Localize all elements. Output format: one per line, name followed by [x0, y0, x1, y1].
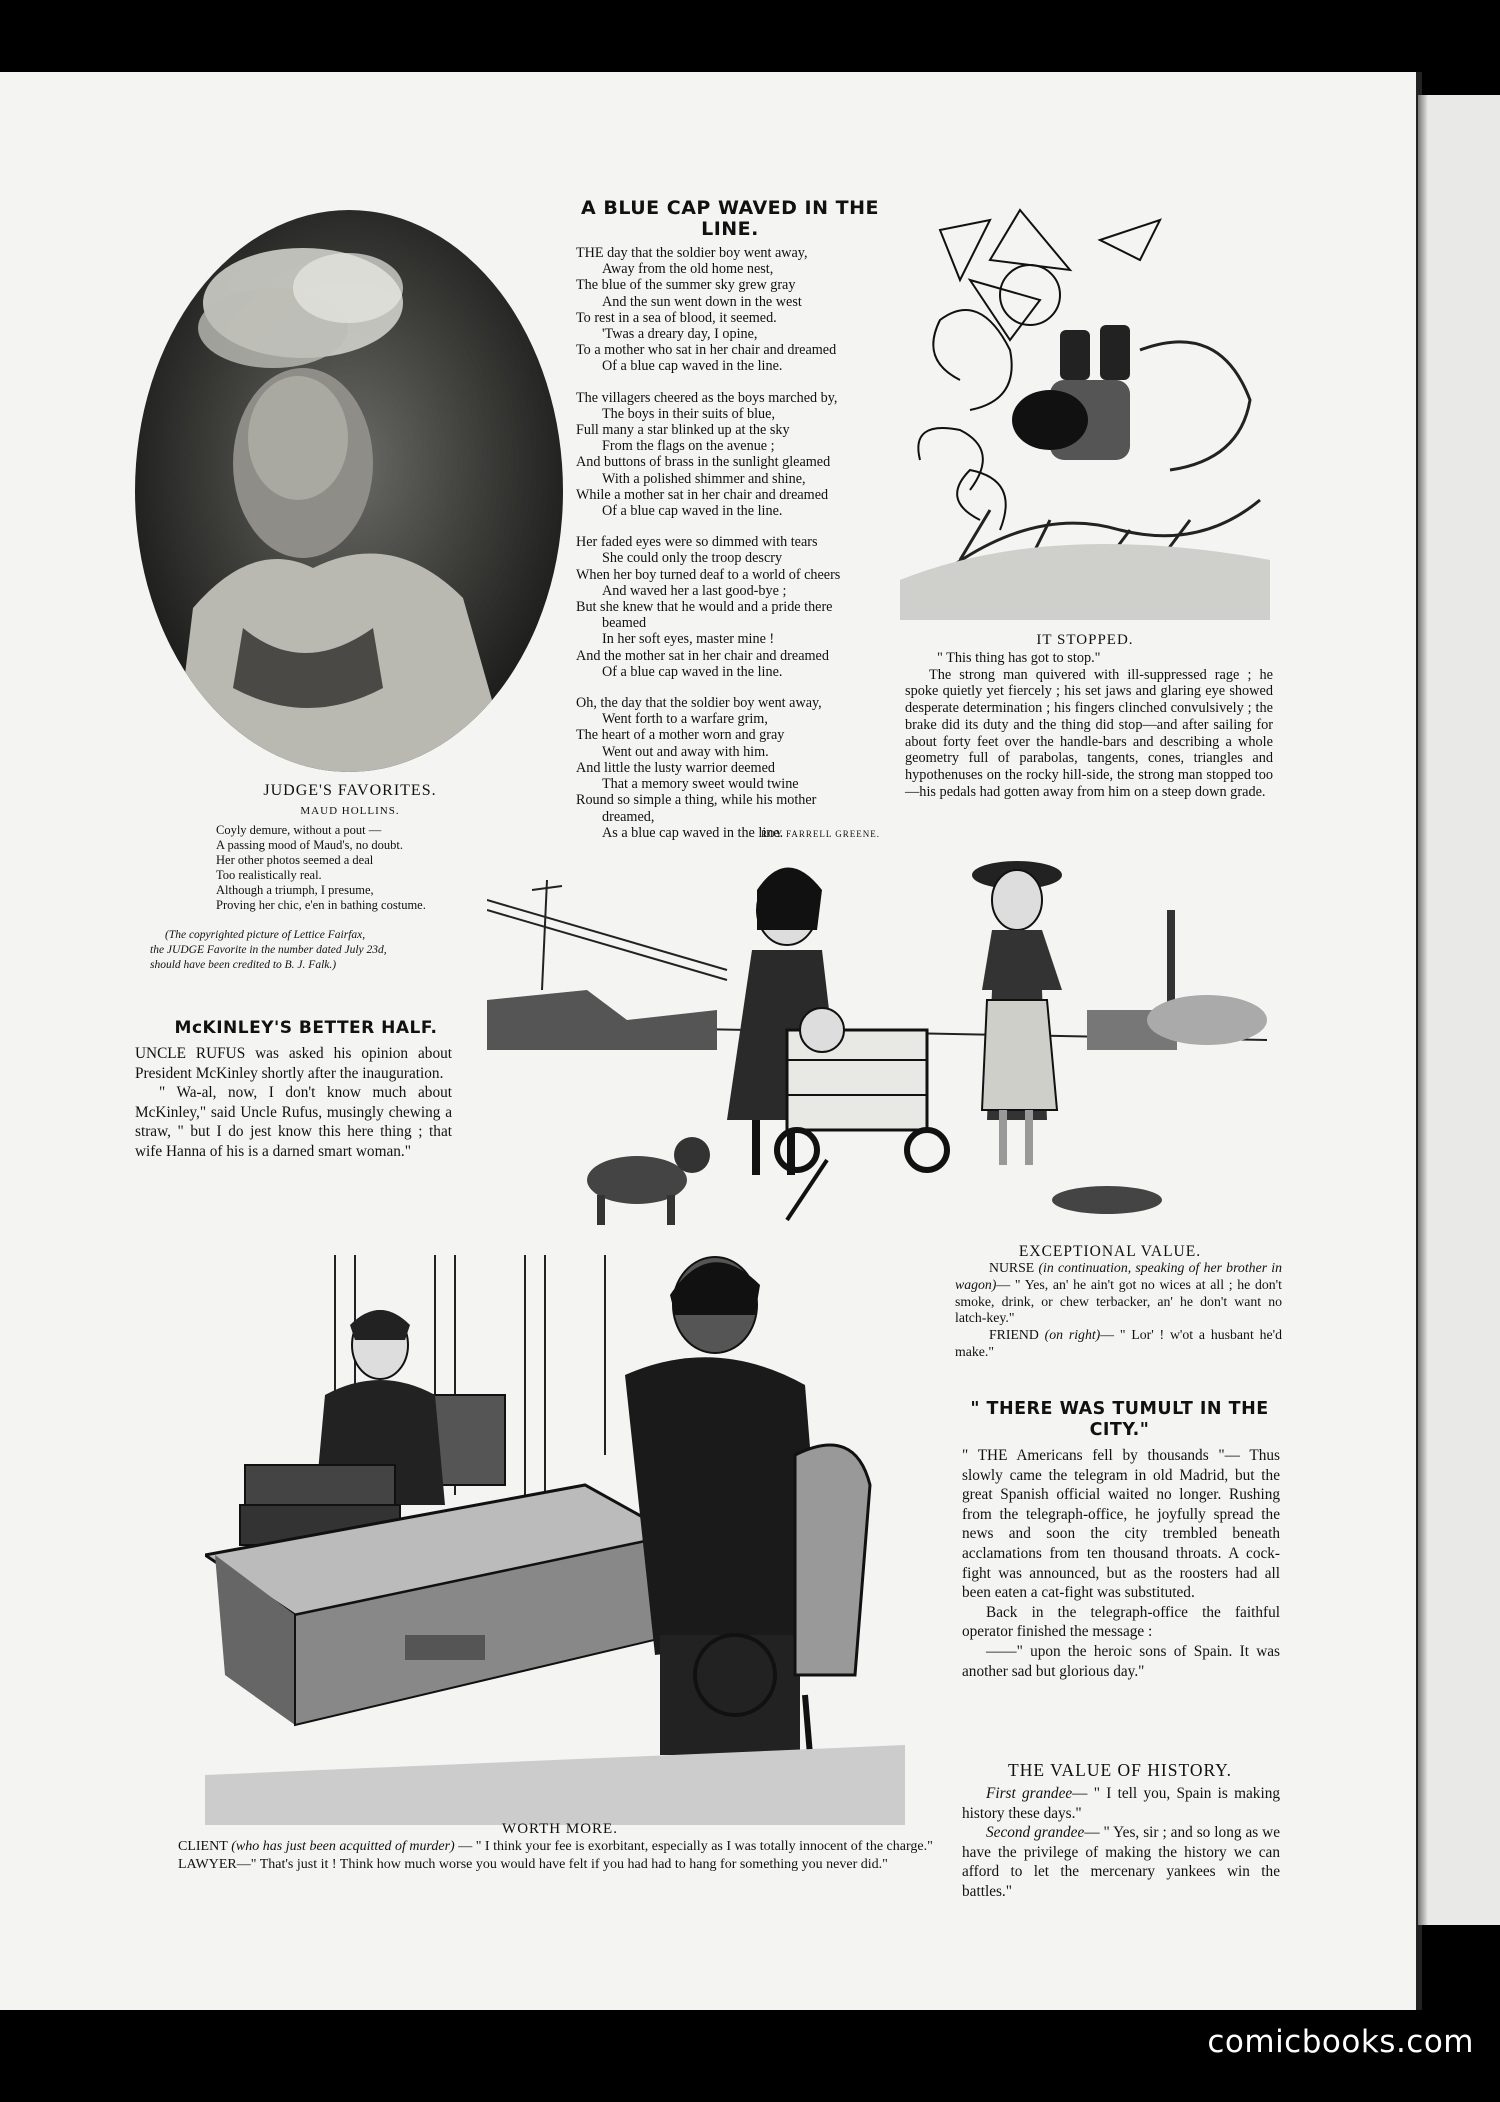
- poem-line: And buttons of brass in the sunlight gleamed: [576, 454, 831, 471]
- poem-line: As a blue cap waved in the line.: [602, 824, 784, 841]
- poem-line: The blue of the summer sky grew gray: [576, 277, 796, 294]
- it-stopped-title: IT STOPPED.: [1036, 632, 1134, 648]
- speaker-label: First grandee: [986, 1785, 1073, 1802]
- poem-line: That a memory sweet would twine: [602, 776, 799, 793]
- dialogue-text: — " Yes, an' he ain't got no wices at all ; he don't smoke, drink, or chew terbacker, an' he don't want no latch-key.": [955, 1276, 1282, 1326]
- favorites-credit-note: [150, 928, 480, 973]
- favorites-title: JUDGE'S FAVORITES.: [263, 782, 437, 799]
- poem-stanza: [576, 534, 906, 680]
- poem-stanza: [576, 695, 906, 841]
- poem-title: A BLUE CAP WAVED IN THE LINE.: [581, 197, 879, 240]
- poem-line: And waved her a last good-bye ;: [602, 582, 787, 599]
- speaker-label: Second grandee: [986, 1824, 1085, 1842]
- dialogue-text: —" That's just it ! Think how much worse you would have felt if you had had to hang for something you never did.": [236, 1856, 888, 1872]
- poem-line: When her boy turned deaf to a world of cheers: [576, 566, 841, 583]
- verse-line: Too realistically real.: [216, 868, 322, 882]
- note-line: (The copyrighted picture of Lettice Fairfax,: [165, 929, 366, 941]
- dialogue-line: [962, 1784, 1280, 1823]
- next-page-edge: [1418, 95, 1500, 1925]
- poem-line: The villagers cheered as the boys marched by,: [576, 389, 838, 406]
- poem-line: Round so simple a thing, while his mother: [576, 792, 817, 809]
- next-page-edge-shade: [1418, 95, 1428, 1925]
- poem-line: The heart of a mother worn and gray: [576, 727, 785, 744]
- poem-stanza: [576, 390, 906, 520]
- speaker-label: NURSE: [989, 1260, 1035, 1275]
- dialogue-text: — " I tell you, Spain is making history these days.": [962, 1785, 1280, 1822]
- favorites-name: MAUD HOLLINS.: [300, 805, 400, 817]
- dialogue-text: — " Lor' ! w'ot a husbant he'd make.": [955, 1327, 1282, 1359]
- poem-line: Of a blue cap waved in the line.: [602, 358, 783, 375]
- paragraph: Back in the telegraph-office the faithful operator finished the message :: [962, 1603, 1280, 1641]
- poem-line: 'Twas a dreary day, I opine,: [602, 326, 758, 343]
- poem-author: ROY FARRELL GREENE.: [761, 829, 880, 839]
- poem-line: While a mother sat in her chair and dreamed: [576, 486, 829, 503]
- it-stopped-text: [905, 650, 1273, 800]
- verse-line: Coyly demure, without a pout —: [216, 823, 382, 837]
- stage-direction: (in continuation, speaking of her brother in wagon): [955, 1260, 1282, 1292]
- worth-more-text: [148, 1838, 938, 1873]
- stage-direction: (who has just been acquitted of murder): [231, 1839, 455, 1854]
- tumult-text: [962, 1446, 1280, 1681]
- poem-body: [576, 245, 906, 856]
- watermark: comicbooks.com: [1207, 2024, 1474, 2060]
- dialogue-line: [148, 1856, 938, 1874]
- poem-line: Full many a star blinked up at the sky: [576, 422, 790, 439]
- bicycle-crash-illustration: [900, 200, 1270, 620]
- mckinley-title: McKINLEY'S BETTER HALF.: [174, 1018, 438, 1038]
- poem-line: Of a blue cap waved in the line.: [602, 663, 783, 680]
- poem-line: In her soft eyes, master mine !: [602, 631, 775, 648]
- verse-line: Her other photos seemed a deal: [216, 853, 374, 867]
- dialogue-line: [148, 1838, 938, 1856]
- dialogue-text: — " Yes, sir ; and so long as we have the privilege of making the history we can afford to let the mercenary yankees win the battles.": [962, 1824, 1280, 1900]
- poem-line: The boys in their suits of blue,: [602, 405, 775, 422]
- poem-line: Away from the old home nest,: [602, 261, 774, 278]
- dialogue-text: — " I think your fee is exorbitant, especially as I was totally innocent of the charge.": [454, 1839, 933, 1854]
- poem-line: And the mother sat in her chair and dreamed: [576, 647, 829, 664]
- paragraph: " Wa-al, now, I don't know much about McKinley," said Uncle Rufus, musingly chewing a straw, " but I do jest know this here thing ; that wife Hanna of his is a darned smart woman.": [135, 1084, 452, 1160]
- lawyer-office-illustration: [205, 1255, 905, 1825]
- paragraph: " THE Americans fell by thousands "— Thus slowly came the telegram in old Madrid, but the great Spanish official waited no longer. Rushing from the telegraph-office, he joyfully spread the news and soon the city trembled beneath acclamations from ten thousand throats. A cock-fight was announced, but as the roosters had all been eaten a cat-fight was substituted.: [962, 1447, 1280, 1602]
- portrait-photo: [133, 208, 565, 774]
- verse-line: Proving her chic, e'en in bathing costume.: [216, 898, 426, 912]
- poem-line: Oh, the day that the soldier boy went away,: [576, 695, 822, 712]
- speaker-label: LAWYER: [178, 1856, 237, 1872]
- history-title: THE VALUE OF HISTORY.: [1008, 1760, 1232, 1780]
- poem-line: And little the lusty warrior deemed: [576, 759, 775, 776]
- poem-line: Went out and away with him.: [602, 743, 769, 760]
- dialogue-line: [962, 1823, 1280, 1901]
- mckinley-text: [135, 1044, 452, 1162]
- favorites-verse: [216, 823, 476, 913]
- poem-line: dreamed,: [602, 808, 655, 825]
- paragraph: The strong man quivered with ill-suppressed rage ; he spoke quietly yet fiercely ; his set jaws and glaring eye showed desperate determination ; his fingers clinched convulsively ; the brake did its duty and the thing did stop—and after sailing for about forty feet over the handle-bars and describing a whole geometry full of parabolas, tangents, cones, triangles and hypothenuses on the rocky hill-side, the strong man stopped too—his pedals had gotten away from him on a steep down grade.: [905, 666, 1273, 800]
- exceptional-title: EXCEPTIONAL VALUE.: [1018, 1243, 1202, 1260]
- poem-line: From the flags on the avenue ;: [602, 438, 775, 455]
- dialogue-line: [955, 1327, 1282, 1361]
- poem-line: She could only the troop descry: [602, 550, 783, 567]
- note-line: should have been credited to B. J. Falk.): [150, 959, 337, 971]
- poem-line: To a mother who sat in her chair and dreamed: [576, 342, 837, 359]
- poem-line: Went forth to a warfare grim,: [602, 711, 768, 728]
- poem-line: THE day that the soldier boy went away,: [576, 245, 808, 261]
- poem-line: Of a blue cap waved in the line.: [602, 503, 783, 520]
- poem-line: With a polished shimmer and shine,: [602, 470, 806, 487]
- girls-wagon-illustration: [487, 850, 1267, 1240]
- paragraph: UNCLE RUFUS was asked his opinion about President McKinley shortly after the inauguration.: [135, 1045, 452, 1082]
- tumult-title: " THERE WAS TUMULT IN THE CITY.": [970, 1399, 1269, 1440]
- verse-line: A passing mood of Maud's, no doubt.: [216, 838, 403, 852]
- poem-line: Her faded eyes were so dimmed with tears: [576, 534, 818, 551]
- poem-line: But she knew that he would and a pride there: [576, 599, 833, 616]
- dialogue-line: [955, 1260, 1282, 1327]
- speaker-label: CLIENT: [178, 1839, 228, 1854]
- verse-line: Although a triumph, I presume,: [216, 883, 374, 897]
- poem-line: To rest in a sea of blood, it seemed.: [576, 309, 777, 326]
- poem-stanza: [576, 245, 906, 375]
- speaker-label: FRIEND: [989, 1327, 1039, 1343]
- worth-more-title: WORTH MORE.: [502, 1821, 618, 1837]
- stage-direction: (on right): [1044, 1327, 1101, 1343]
- paragraph: ——" upon the heroic sons of Spain. It was another sad but glorious day.": [962, 1642, 1280, 1680]
- paragraph: " This thing has got to stop.": [937, 650, 1101, 666]
- poem-line: And the sun went down in the west: [602, 293, 802, 310]
- history-text: [962, 1784, 1280, 1902]
- note-line: the JUDGE Favorite in the number dated July 23d,: [150, 944, 387, 956]
- exceptional-text: [955, 1260, 1282, 1361]
- poem-line: beamed: [602, 615, 647, 632]
